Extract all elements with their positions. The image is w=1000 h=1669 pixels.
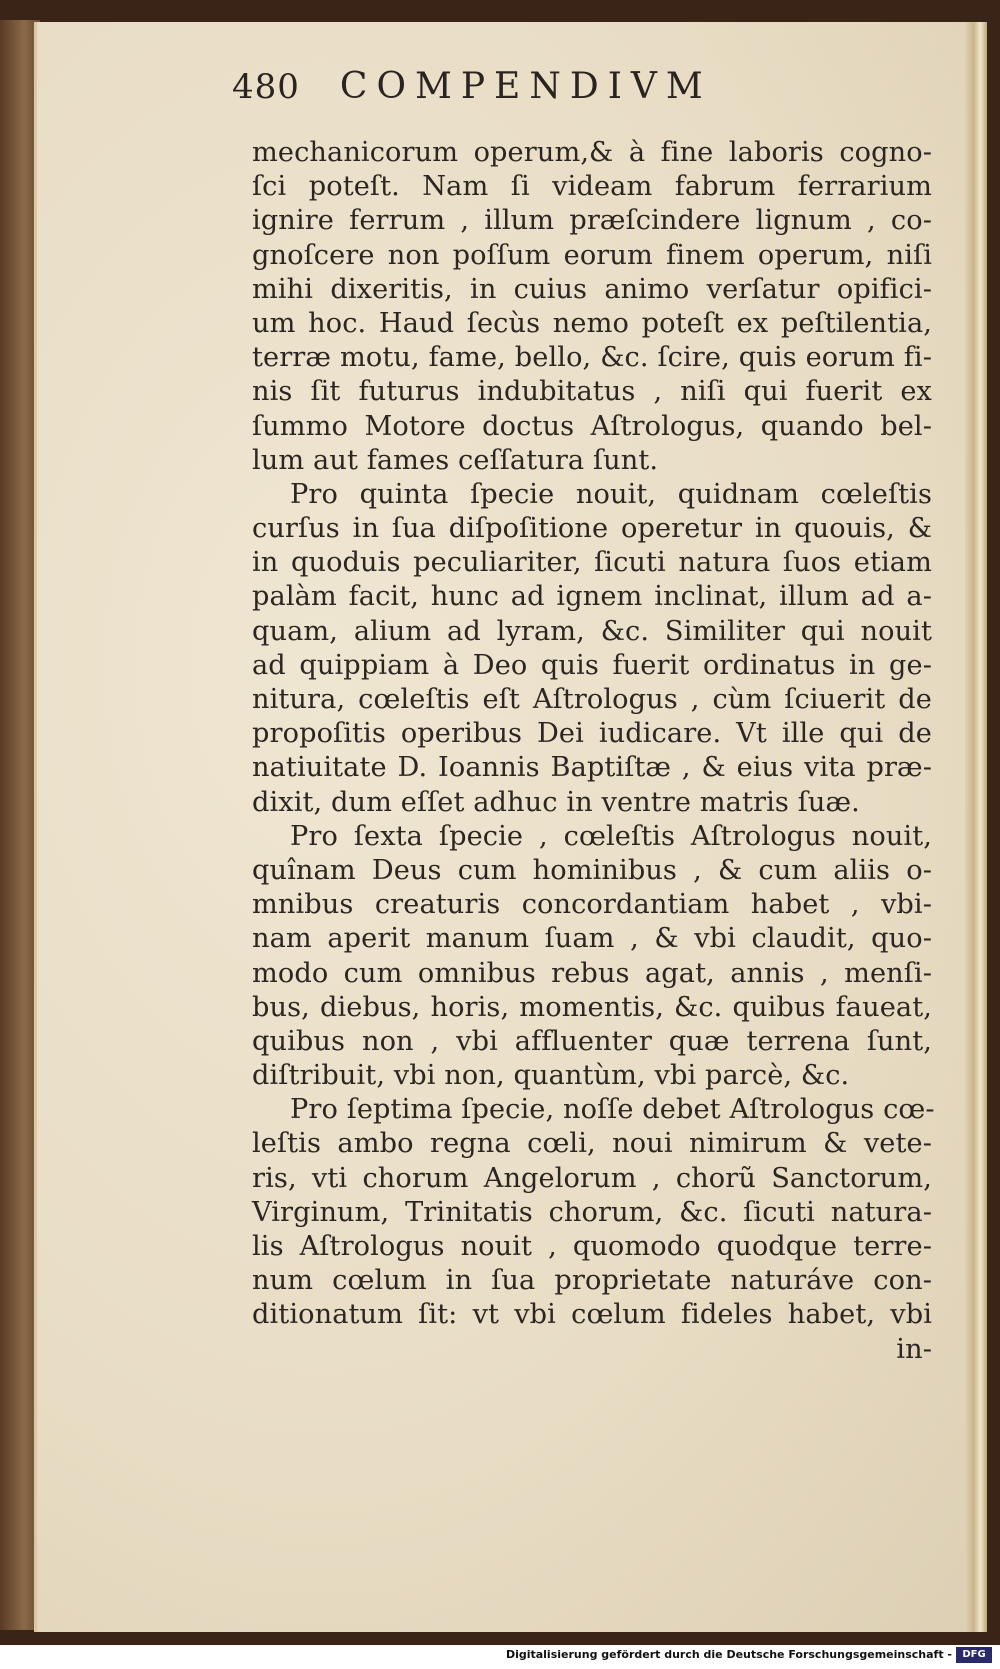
- text-line: um hoc. Haud ſecùs nemo poteſt ex peſtilentia,: [252, 307, 932, 339]
- text-line: lis Aſtrologus nouit , quomodo quodque terre-: [252, 1231, 932, 1262]
- text-line: ditionatum ſit: vt vbi cœlum fideles habet, vbi: [252, 1299, 932, 1331]
- text-line: modo cum omnibus rebus agat, annis , menſi-: [252, 957, 932, 989]
- text-line: leſtis ambo regna cœli, noui nimirum & vete-: [252, 1128, 932, 1160]
- page-edge: [965, 22, 987, 1632]
- text-line: Pro ſexta ſpecie , cœleſtis Aſtrologus nouit,: [290, 820, 932, 852]
- text-line: ſci poteſt. Nam ſi videam fabrum ferrarium: [252, 171, 932, 203]
- text-line: Pro ſeptima ſpecie, noſſe debet Aſtrologus cœ-: [290, 1094, 935, 1126]
- text-line: mihi dixeritis, in cuius animo verſatur opifici-: [252, 273, 932, 305]
- text-line: mnibus creaturis concordantiam habet , vbi-: [252, 889, 932, 921]
- funding-credit: Digitalisierung gefördert durch die Deutsche Forschungsgemeinschaft -: [505, 1648, 952, 1661]
- text-line: quam, alium ad lyram, &c. Similiter qui nouit: [252, 615, 932, 647]
- page-header: [232, 66, 792, 130]
- text-line: curſus in ſua diſpoſitione operetur in quouis, &: [252, 513, 932, 545]
- text-line: ad quippiam à Deo quis fuerit ordinatus in ge-: [252, 649, 932, 681]
- text-line: quibus non , vbi affluenter quæ terrena ſunt,: [252, 1025, 932, 1057]
- text-line: propoſitis operibus Dei iudicare. Vt ille qui de: [252, 718, 932, 750]
- text-line: ris, vti chorum Angelorum , chorũ Sanctorum,: [252, 1162, 932, 1194]
- text-line: bus, diebus, horis, momentis, &c. quibus faueat,: [252, 991, 932, 1023]
- text-line: diſtribuit, vbi non, quantùm, vbi parcè, &c.: [252, 1060, 850, 1092]
- text-line: mechanicorum operum,& à fine laboris cogno-: [252, 137, 932, 168]
- text-line: in quoduis peculiariter, ſicuti natura ſuos etiam: [252, 547, 932, 579]
- dfg-logo: DFG: [956, 1647, 992, 1663]
- text-line: num cœlum in ſua proprietate naturáve con-: [252, 1265, 932, 1297]
- text-line: dixit, dum eſſet adhuc in ventre matris ſuæ.: [252, 786, 860, 818]
- text-line: lum aut fames ceſſatura ſunt.: [252, 444, 659, 476]
- text-line: gnoſcere non poſſum eorum finem operum, niſi: [252, 239, 932, 271]
- text-block: [252, 136, 935, 1367]
- text-line: ſummo Motore doctus Aſtrologus, quando bel-: [252, 410, 932, 442]
- text-line: nitura, cœleſtis eſt Aſtrologus , cùm ſciuerit de: [252, 684, 932, 715]
- text-line: natiuitate D. Ioannis Baptiſtæ , & eius vita præ-: [252, 752, 932, 784]
- text-line: Pro quinta ſpecie nouit, quidnam cœleſtis: [290, 478, 932, 510]
- running-head: COMPENDIVM: [339, 66, 712, 107]
- page-number: 480: [232, 67, 300, 107]
- text-line: nis ſit futurus indubitatus , niſi qui fuerit ex: [252, 376, 932, 408]
- text-line: quînam Deus cum hominibus , & cum aliis o-: [252, 854, 932, 886]
- text-line: Virginum, Trinitatis chorum, &c. ſicuti natura-: [252, 1196, 932, 1228]
- text-line: ignire ferrum , illum præſcindere lignum , co-: [252, 205, 932, 237]
- text-line: terræ motu, fame, bello, &c. ſcire, quis eorum fi-: [252, 342, 932, 374]
- text-line: nam aperit manum ſuam , & vbi claudit, quo-: [252, 923, 932, 955]
- text-line: in-: [896, 1333, 932, 1365]
- text-line: palàm facit, hunc ad ignem inclinat, illum ad a-: [252, 581, 932, 613]
